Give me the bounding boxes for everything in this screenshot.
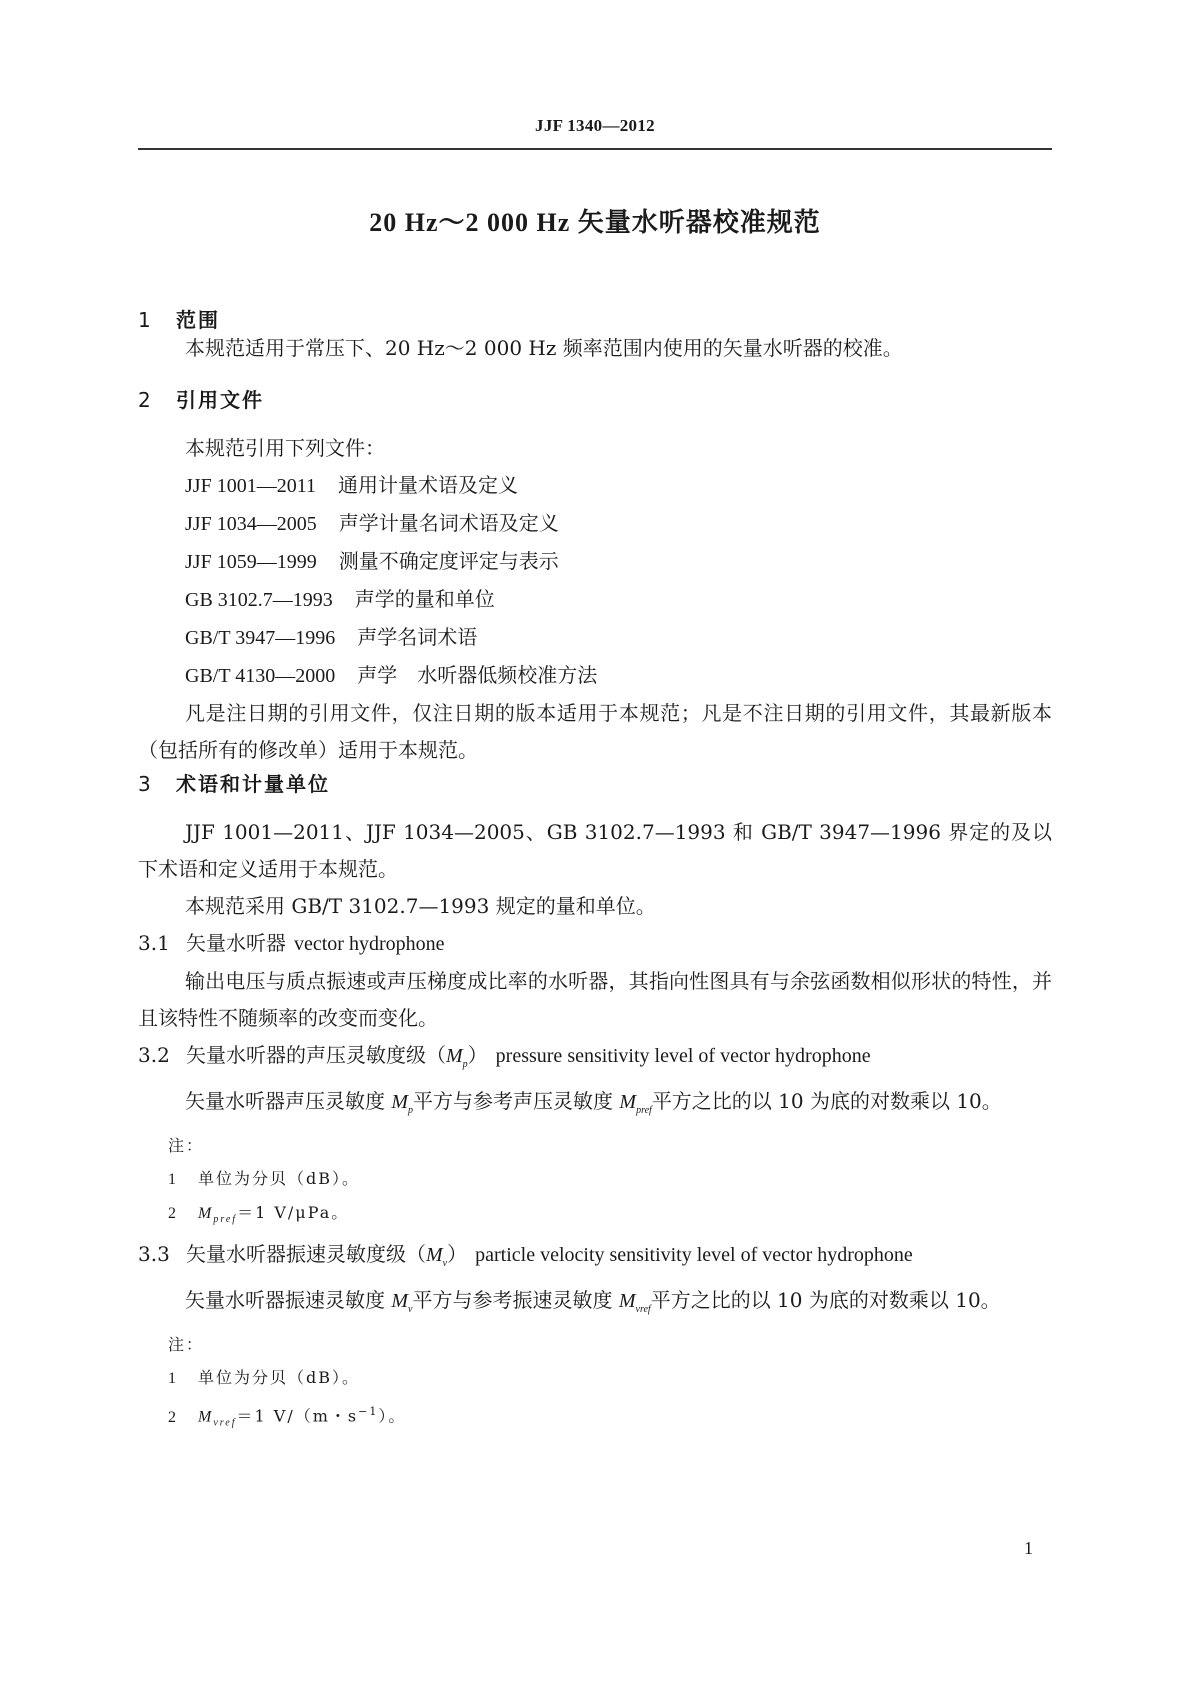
definition-text: 矢量水听器声压灵敏度 [185, 1089, 392, 1113]
term-3-2-definition [138, 1083, 1052, 1129]
symbol-subscript: pref [636, 1105, 652, 1116]
note-item [138, 1162, 1052, 1196]
term-title-cn: 矢量水听器的声压灵敏度级（ [186, 1043, 446, 1067]
reference-item [138, 619, 1052, 657]
symbol: M [618, 1290, 636, 1313]
reference-title: 声学的量和单位 [354, 587, 495, 611]
note-label: 注： [168, 1335, 205, 1355]
note-text: 单位为分贝（dB）。 [198, 1368, 361, 1388]
section-number: 3 [138, 772, 153, 796]
note-text: ＝1 V/μPa。 [237, 1203, 350, 1222]
section-number: 2 [138, 388, 153, 412]
note-number: 2 [168, 1408, 176, 1426]
reference-code: JJF 1001—2011 [185, 475, 316, 497]
section-2-body [138, 430, 1052, 769]
reference-item [138, 657, 1052, 695]
references-intro: 本规范引用下列文件： [185, 436, 385, 460]
symbol-subscript: v [408, 1304, 413, 1316]
reference-title: 声学计量名词术语及定义 [338, 511, 559, 535]
symbol-subscript: p [408, 1105, 414, 1116]
section-1-heading [138, 304, 220, 333]
term-3-1-heading [138, 925, 1052, 963]
symbol: M [198, 1408, 214, 1426]
term-title-en: particle velocity sensitivity level of vector hydrophone [475, 1244, 913, 1267]
symbol: M [198, 1205, 214, 1222]
note-item [138, 1361, 1052, 1395]
reference-code: GB/T 4130—2000 [185, 665, 336, 687]
note-number: 1 [168, 1171, 176, 1188]
term-title-en: vector hydrophone [294, 933, 445, 955]
reference-item [138, 543, 1052, 581]
note-number: 1 [168, 1370, 176, 1388]
reference-title: 声学 水听器低频校准方法 [357, 663, 598, 687]
definition-text: 平方与参考声压灵敏度 [413, 1089, 620, 1113]
term-3-3-heading [138, 1236, 1052, 1282]
header-rule [138, 148, 1052, 150]
page-number: 1 [1024, 1538, 1033, 1558]
term-title-cn: 矢量水听器 [186, 931, 286, 955]
note-text: ＝1 V/（m・s [236, 1406, 359, 1426]
term-number: 3.2 [138, 1043, 170, 1067]
term-title-en: pressure sensitivity level of vector hydrophone [495, 1045, 871, 1067]
definition-text: 平方之比的以 10 为底的对数乘以 10。 [650, 1288, 1001, 1313]
definition-text: 平方与参考振速灵敏度 [412, 1288, 619, 1313]
note-text: 单位为分贝（dB）。 [198, 1169, 361, 1188]
symbol: M [391, 1290, 409, 1313]
symbol-subscript: vref [213, 1417, 237, 1429]
reference-code: GB 3102.7—1993 [185, 589, 333, 611]
terms-intro: JJF 1001—2011、JJF 1034—2005、GB 3102.7—1993 和 GB/T 3947—1996 界定的及以下术语和定义适用于本规范。 [138, 820, 1052, 881]
reference-code: JJF 1034—2005 [185, 513, 317, 535]
scope-paragraph: 本规范适用于常压下、20 Hz～2 000 Hz 频率范围内使用的矢量水听器的校准。 [185, 336, 903, 360]
units-intro: 本规范采用 GB/T 3102.7—1993 规定的量和单位。 [185, 894, 656, 918]
section-title: 范围 [176, 308, 220, 332]
definition-text: 平方之比的以 10 为底的对数乘以 10。 [651, 1089, 1002, 1113]
section-3-body [138, 814, 1052, 1440]
running-header: JJF 1340—2012 [535, 116, 655, 135]
reference-item [138, 467, 1052, 505]
note-item [138, 1395, 1052, 1440]
term-number: 3.1 [138, 931, 170, 955]
term-symbol: M [426, 1244, 443, 1267]
section-3-heading [138, 768, 330, 797]
document-title: 20 Hz～2 000 Hz 矢量水听器校准规范 [369, 208, 821, 237]
symbol: M [391, 1091, 409, 1113]
term-title-cn-end: ） [447, 1242, 468, 1267]
symbol-subscript: pref [213, 1214, 238, 1226]
symbol: M [619, 1091, 637, 1113]
reference-code: JJF 1059—1999 [185, 551, 317, 573]
term-symbol-subscript: p [462, 1059, 468, 1070]
reference-item [138, 581, 1052, 619]
term-title-cn-end: ） [467, 1043, 488, 1067]
term-number: 3.3 [138, 1242, 170, 1267]
reference-title: 测量不确定度评定与表示 [338, 549, 559, 573]
reference-title: 声学名词术语 [357, 625, 478, 649]
note-text: ）。 [378, 1406, 407, 1426]
symbol-subscript: vref [635, 1304, 651, 1316]
term-title-cn: 矢量水听器振速灵敏度级（ [186, 1242, 426, 1267]
section-title: 术语和计量单位 [176, 772, 330, 796]
term-3-3-definition [138, 1282, 1052, 1328]
term-symbol: M [446, 1045, 463, 1067]
term-3-2-heading [138, 1037, 1052, 1083]
section-title: 引用文件 [176, 388, 264, 412]
definition-text: 矢量水听器振速灵敏度 [185, 1288, 392, 1313]
section-1-body [138, 330, 1052, 367]
reference-item [138, 505, 1052, 543]
references-closing: 凡是注日期的引用文件，仅注日期的版本适用于本规范；凡是不注日期的引用文件，其最新版本（包括所有的修改单）适用于本规范。 [138, 701, 1052, 762]
reference-code: GB/T 3947—1996 [185, 627, 336, 649]
note-label: 注： [168, 1136, 205, 1155]
reference-title: 通用计量术语及定义 [337, 473, 518, 497]
section-number: 1 [138, 308, 153, 332]
note-item [138, 1196, 1052, 1236]
section-2-heading [138, 384, 264, 413]
superscript: −1 [358, 1405, 379, 1419]
term-symbol-subscript: v [442, 1258, 448, 1270]
term-3-1-definition: 输出电压与质点振速或声压梯度成比率的水听器，其指向性图具有与余弦函数相似形状的特性，并且该特性不随频率的改变而变化。 [138, 969, 1052, 1030]
note-number: 2 [168, 1205, 176, 1222]
